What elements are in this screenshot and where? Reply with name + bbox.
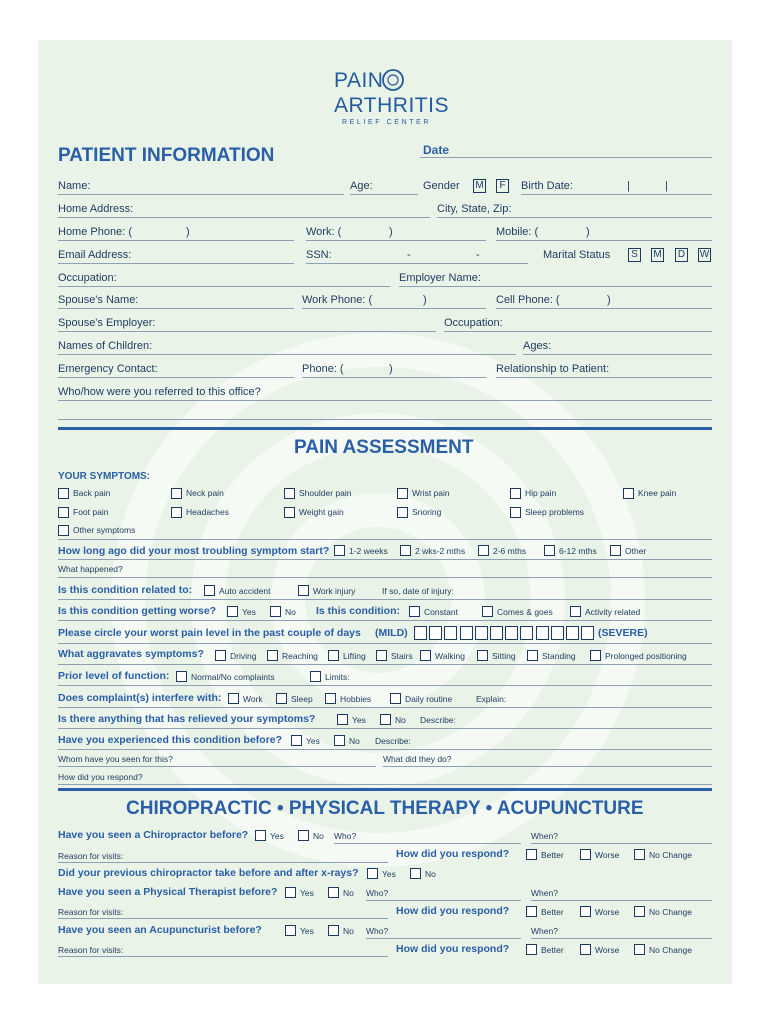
xrays-no-checkbox[interactable]	[410, 868, 421, 879]
gender-m-box[interactable]: M	[473, 179, 486, 193]
date-of-injury-label: If so, date of injury:	[382, 586, 454, 596]
work-phone-label: Work Phone: (	[302, 294, 373, 306]
6-12-mths-checkbox[interactable]	[544, 545, 555, 556]
children-label: Names of Children:	[58, 340, 153, 352]
experienced-no-label: No	[349, 736, 360, 746]
pain-scale-row-line	[58, 643, 712, 644]
pt-no-label: No	[343, 888, 354, 898]
normal-checkbox[interactable]	[176, 671, 187, 682]
acu-yes-checkbox[interactable]	[285, 925, 296, 936]
getting-worse-label: Is this condition getting worse?	[58, 605, 217, 617]
aggravates-label: What aggravates symptoms?	[58, 648, 204, 660]
cell-phone-label: Cell Phone: (	[496, 294, 560, 306]
marital-m-box[interactable]: M	[651, 248, 664, 262]
comes-goes-checkbox[interactable]	[482, 606, 493, 617]
whom-seen-field[interactable]	[58, 766, 376, 767]
acu-when-field[interactable]	[531, 938, 712, 939]
chiro-no-label: No	[313, 831, 324, 841]
acu-who-label: Who?	[366, 926, 389, 936]
pt-no-change-label: No Change	[649, 907, 693, 917]
pt-worse-label: Worse	[595, 907, 620, 917]
pain-level-box[interactable]	[505, 626, 518, 640]
other-duration-label: Other	[625, 546, 647, 556]
date-label: Date	[423, 143, 450, 157]
interfere-sleep-checkbox[interactable]	[276, 693, 287, 704]
2wks-2mths-label: 2 wks-2 mths	[415, 546, 466, 556]
wrist-pain-label: Wrist pain	[412, 488, 450, 498]
normal-label: Normal/No complaints	[191, 672, 275, 682]
how-respond-label: How did you respond?	[58, 772, 143, 782]
hip-pain-label: Hip pain	[525, 488, 557, 498]
headaches-checkbox[interactable]	[171, 507, 182, 518]
shoulder-pain-checkbox[interactable]	[284, 488, 295, 499]
lifting-checkbox[interactable]	[328, 650, 339, 661]
knee-pain-checkbox[interactable]	[623, 488, 634, 499]
ages-label: Ages:	[523, 340, 552, 352]
relieved-yes-checkbox[interactable]	[337, 714, 348, 725]
what-did-field[interactable]	[383, 766, 712, 767]
pain-level-box[interactable]	[551, 626, 564, 640]
age-field[interactable]	[350, 194, 418, 195]
lifting-label: Lifting	[343, 651, 366, 661]
name-label: Name:	[58, 180, 91, 192]
2wks-2mths-checkbox[interactable]	[400, 545, 411, 556]
city-state-zip-label: City, State, Zip:	[437, 203, 512, 215]
how-long-field[interactable]	[58, 559, 712, 560]
pain-level-box[interactable]	[536, 626, 549, 640]
aggravates-row-line	[58, 664, 712, 665]
xrays-yes-label: Yes	[382, 869, 396, 879]
interfere-sleep-label: Sleep	[291, 694, 313, 704]
back-pain-label: Back pain	[73, 488, 111, 498]
snoring-checkbox[interactable]	[397, 507, 408, 518]
auto-accident-label: Auto accident	[219, 586, 271, 596]
other-symptoms-field[interactable]	[58, 539, 712, 540]
walking-checkbox[interactable]	[420, 650, 431, 661]
stairs-checkbox[interactable]	[376, 650, 387, 661]
chiro-no-change-checkbox[interactable]	[634, 849, 645, 860]
seen-chiro-label: Have you seen a Chiropractor before?	[58, 829, 249, 841]
work-phone-paren: )	[423, 294, 427, 306]
occupation-label: Occupation:	[58, 272, 117, 284]
mobile-label: Mobile: (	[496, 226, 539, 238]
spouse-employer-field[interactable]	[58, 331, 436, 332]
chiro-no-checkbox[interactable]	[298, 830, 309, 841]
acu-better-checkbox[interactable]	[526, 944, 537, 955]
what-happened-field[interactable]	[58, 577, 712, 578]
pain-level-box[interactable]	[460, 626, 473, 640]
related-to-field[interactable]	[58, 599, 712, 600]
back-pain-checkbox[interactable]	[58, 488, 69, 499]
worse-no-label: No	[285, 607, 296, 617]
pt-when-label: When?	[531, 888, 558, 898]
pain-assessment-heading: PAIN ASSESSMENT	[294, 437, 474, 458]
acu-reason-field[interactable]	[58, 956, 388, 957]
spouse-occupation-label: Occupation:	[444, 317, 503, 329]
experienced-describe-label: Describe:	[375, 736, 411, 746]
experienced-yes-label: Yes	[306, 736, 320, 746]
employer-name-field[interactable]	[399, 286, 712, 287]
relationship-label: Relationship to Patient:	[496, 363, 610, 375]
pt-who-label: Who?	[366, 888, 389, 898]
relieved-no-label: No	[395, 715, 406, 725]
birth-date-separator-1: |	[627, 180, 630, 192]
work-injury-label: Work injury	[313, 586, 356, 596]
work-phone-field[interactable]	[302, 308, 486, 309]
pt-better-checkbox[interactable]	[526, 906, 537, 917]
chiro-better-label: Better	[541, 850, 564, 860]
foot-pain-label: Foot pain	[73, 507, 109, 517]
relieved-yes-label: Yes	[352, 715, 366, 725]
chiro-respond-label: How did you respond?	[396, 848, 510, 860]
acu-no-change-label: No Change	[649, 945, 693, 955]
work-field[interactable]	[306, 240, 486, 241]
pt-worse-checkbox[interactable]	[580, 906, 591, 917]
home-phone-field[interactable]	[58, 240, 294, 241]
how-respond-field[interactable]	[58, 784, 712, 785]
experienced-yes-checkbox[interactable]	[291, 735, 302, 746]
watermark-swirl-icon	[98, 320, 658, 880]
work-label: Work: (	[306, 226, 342, 238]
relieved-no-checkbox[interactable]	[380, 714, 391, 725]
related-to-label: Is this condition related to:	[58, 584, 193, 596]
chiro-worse-checkbox[interactable]	[580, 849, 591, 860]
birth-date-label: Birth Date:	[521, 180, 573, 192]
pain-level-box[interactable]	[490, 626, 503, 640]
sitting-label: Sitting	[492, 651, 516, 661]
acu-yes-label: Yes	[300, 926, 314, 936]
acu-who-field[interactable]	[366, 938, 521, 939]
sitting-checkbox[interactable]	[477, 650, 488, 661]
relieved-label: Is there anything that has relieved your symptoms?	[58, 713, 316, 725]
comes-goes-label: Comes & goes	[497, 607, 553, 617]
auto-accident-checkbox[interactable]	[204, 585, 215, 596]
phone-field[interactable]	[302, 377, 486, 378]
birth-date-separator-2: |	[665, 180, 668, 192]
referred-field[interactable]	[58, 400, 712, 401]
cell-phone-field[interactable]	[496, 308, 712, 309]
reaching-checkbox[interactable]	[267, 650, 278, 661]
prior-level-label: Prior level of function:	[58, 670, 170, 682]
constant-checkbox[interactable]	[409, 606, 420, 617]
pt-reason-label: Reason for visits:	[58, 907, 124, 917]
pt-respond-label: How did you respond?	[396, 905, 510, 917]
walking-label: Walking	[435, 651, 465, 661]
your-symptoms-label: YOUR SYMPTOMS:	[58, 471, 151, 482]
what-did-label: What did they do?	[383, 754, 452, 764]
work-injury-checkbox[interactable]	[298, 585, 309, 596]
sleep-problems-checkbox[interactable]	[510, 507, 521, 518]
gender-label: Gender	[423, 180, 460, 192]
worse-yes-checkbox[interactable]	[227, 606, 238, 617]
home-address-field[interactable]	[58, 217, 430, 218]
date-field[interactable]	[420, 157, 712, 158]
acu-worse-checkbox[interactable]	[580, 944, 591, 955]
ssn-field[interactable]	[306, 263, 528, 264]
logo-text-pain: PAIN	[334, 69, 384, 92]
experienced-label: Have you experienced this condition before?	[58, 734, 283, 746]
pt-reason-field[interactable]	[58, 918, 388, 919]
city-state-zip-field[interactable]	[437, 217, 712, 218]
shoulder-pain-label: Shoulder pain	[299, 488, 352, 498]
pt-yes-checkbox[interactable]	[285, 887, 296, 898]
gender-f-box[interactable]: F	[496, 179, 509, 193]
pain-level-box[interactable]	[429, 626, 442, 640]
daily-routine-label: Daily routine	[405, 694, 453, 704]
chiro-worse-label: Worse	[595, 850, 620, 860]
chiro-when-field[interactable]	[531, 843, 712, 844]
standing-label: Standing	[542, 651, 576, 661]
referred-field-line-2[interactable]	[58, 419, 712, 420]
emergency-contact-label: Emergency Contact:	[58, 363, 158, 375]
chiro-better-checkbox[interactable]	[526, 849, 537, 860]
circle-pain-label: Please circle your worst pain level in the past couple of days	[58, 627, 361, 639]
marital-status-label: Marital Status	[543, 249, 611, 261]
foot-pain-checkbox[interactable]	[58, 507, 69, 518]
logo-text-arthritis: ARTHRITIS	[334, 94, 449, 117]
pain-level-box[interactable]	[414, 626, 427, 640]
relationship-field[interactable]	[496, 377, 712, 378]
ssn-label: SSN:	[306, 249, 332, 261]
spouse-occupation-field[interactable]	[444, 331, 712, 332]
weight-gain-label: Weight gain	[299, 507, 344, 517]
pain-level-box[interactable]	[581, 626, 594, 640]
interfere-hobbies-checkbox[interactable]	[325, 693, 336, 704]
xrays-no-label: No	[425, 869, 436, 879]
pain-level-box[interactable]	[566, 626, 579, 640]
spouse-name-field[interactable]	[58, 308, 294, 309]
seen-pt-label: Have you seen a Physical Therapist before?	[58, 886, 278, 898]
acu-no-change-checkbox[interactable]	[634, 944, 645, 955]
other-symptoms-checkbox[interactable]	[58, 525, 69, 536]
stairs-label: Stairs	[391, 651, 413, 661]
spouse-name-label: Spouse's Name:	[58, 294, 139, 306]
relieved-describe-label: Describe:	[420, 715, 456, 725]
chiro-when-label: When?	[531, 831, 558, 841]
other-duration-checkbox[interactable]	[610, 545, 621, 556]
explain-field[interactable]	[58, 707, 712, 708]
driving-label: Driving	[230, 651, 257, 661]
interfere-work-label: Work	[243, 694, 263, 704]
pt-no-checkbox[interactable]	[328, 887, 339, 898]
home-address-label: Home Address:	[58, 203, 134, 215]
activity-related-checkbox[interactable]	[570, 606, 581, 617]
2-6-mths-label: 2-6 mths	[493, 546, 527, 556]
marital-s-box[interactable]: S	[628, 248, 641, 262]
interfere-hobbies-label: Hobbies	[340, 694, 372, 704]
pt-better-label: Better	[541, 907, 564, 917]
children-field[interactable]	[58, 354, 516, 355]
1-2-weeks-label: 1-2 weeks	[349, 546, 388, 556]
limits-label: Limits:	[325, 672, 350, 682]
acu-no-label: No	[343, 926, 354, 936]
acu-when-label: When?	[531, 926, 558, 936]
patient-information-heading: PATIENT INFORMATION	[58, 145, 275, 166]
age-label: Age:	[350, 180, 373, 192]
sleep-problems-label: Sleep problems	[525, 507, 585, 517]
xrays-yes-checkbox[interactable]	[367, 868, 378, 879]
section-divider-2	[58, 788, 712, 791]
severe-label: (SEVERE)	[598, 627, 648, 639]
pain-level-box[interactable]	[444, 626, 457, 640]
pain-level-box[interactable]	[475, 626, 488, 640]
activity-related-label: Activity related	[585, 607, 641, 617]
referred-label: Who/how were you referred to this office?	[58, 386, 261, 398]
pain-level-box[interactable]	[520, 626, 533, 640]
worse-yes-label: Yes	[242, 607, 256, 617]
acu-respond-label: How did you respond?	[396, 943, 510, 955]
ages-field[interactable]	[523, 354, 712, 355]
pt-who-field[interactable]	[366, 900, 521, 901]
neck-pain-label: Neck pain	[186, 488, 224, 498]
chiro-yes-label: Yes	[270, 831, 284, 841]
neck-pain-checkbox[interactable]	[171, 488, 182, 499]
relieved-describe-field[interactable]	[58, 728, 712, 729]
wrist-pain-checkbox[interactable]	[397, 488, 408, 499]
daily-routine-checkbox[interactable]	[390, 693, 401, 704]
acu-worse-label: Worse	[595, 945, 620, 955]
whom-seen-label: Whom have you seen for this?	[58, 754, 173, 764]
ssn-dash-2: -	[476, 249, 480, 261]
chiro-reason-field[interactable]	[58, 862, 388, 863]
mobile-paren: )	[586, 226, 590, 238]
weight-gain-checkbox[interactable]	[284, 507, 295, 518]
pt-when-field[interactable]	[531, 900, 712, 901]
phone-paren: )	[389, 363, 393, 375]
constant-label: Constant	[424, 607, 459, 617]
pt-no-change-checkbox[interactable]	[634, 906, 645, 917]
limits-checkbox[interactable]	[310, 671, 321, 682]
seen-acu-label: Have you seen an Acupuncturist before?	[58, 924, 262, 936]
emergency-contact-field[interactable]	[58, 377, 294, 378]
name-field[interactable]	[58, 194, 344, 195]
2-6-mths-checkbox[interactable]	[478, 545, 489, 556]
logo-text-relief-center: RELIEF CENTER	[342, 119, 432, 126]
other-symptoms-label: Other symptoms	[73, 525, 136, 535]
headaches-label: Headaches	[186, 507, 230, 517]
section-divider-1	[58, 427, 712, 430]
explain-label: Explain:	[476, 694, 507, 704]
standing-checkbox[interactable]	[527, 650, 538, 661]
mobile-field[interactable]	[496, 240, 712, 241]
worse-row-line	[58, 620, 712, 621]
email-label: Email Address:	[58, 249, 132, 261]
chiro-reason-label: Reason for visits:	[58, 851, 124, 861]
acu-better-label: Better	[541, 945, 564, 955]
employer-name-label: Employer Name:	[399, 272, 481, 284]
email-field[interactable]	[58, 263, 294, 264]
1-2-weeks-checkbox[interactable]	[334, 545, 345, 556]
snoring-label: Snoring	[412, 507, 442, 517]
chiro-who-field[interactable]	[334, 843, 521, 844]
marital-d-box[interactable]: D	[675, 248, 688, 262]
home-phone-label: Home Phone: (	[58, 226, 132, 238]
worse-no-checkbox[interactable]	[270, 606, 281, 617]
driving-checkbox[interactable]	[215, 650, 226, 661]
acu-reason-label: Reason for visits:	[58, 945, 124, 955]
cell-phone-paren: )	[607, 294, 611, 306]
mild-label: (MILD)	[375, 627, 408, 639]
reaching-label: Reaching	[282, 651, 318, 661]
interfere-work-checkbox[interactable]	[228, 693, 239, 704]
is-condition-label: Is this condition:	[316, 605, 400, 617]
knee-pain-label: Knee pain	[638, 488, 677, 498]
interfere-label: Does complaint(s) interfere with:	[58, 692, 222, 704]
occupation-field[interactable]	[58, 286, 390, 287]
chiro-yes-checkbox[interactable]	[255, 830, 266, 841]
chiro-heading: CHIROPRACTIC • PHYSICAL THERAPY • ACUPUNCTURE	[126, 798, 644, 819]
what-happened-label: What happened?	[58, 564, 123, 574]
6-12-mths-label: 6-12 mths	[559, 546, 597, 556]
work-paren: )	[389, 226, 393, 238]
hip-pain-checkbox[interactable]	[510, 488, 521, 499]
experienced-describe-field[interactable]	[58, 749, 712, 750]
limits-field[interactable]	[58, 685, 712, 686]
marital-w-box[interactable]: W	[699, 249, 710, 260]
ssn-dash-1: -	[407, 249, 411, 261]
xrays-label: Did your previous chiropractor take before and after x-rays?	[58, 867, 359, 879]
how-long-label: How long ago did your most troubling symptom start?	[58, 545, 330, 557]
spouse-employer-label: Spouse's Employer:	[58, 317, 156, 329]
experienced-no-checkbox[interactable]	[334, 735, 345, 746]
pt-yes-label: Yes	[300, 888, 314, 898]
birth-date-field[interactable]	[521, 194, 712, 195]
chiro-no-change-label: No Change	[649, 850, 693, 860]
chiro-who-label: Who?	[334, 831, 357, 841]
home-phone-paren: )	[186, 226, 190, 238]
phone-label: Phone: (	[302, 363, 344, 375]
logo-swirl-icon	[381, 68, 405, 92]
prolonged-positioning-label: Prolonged positioning	[605, 651, 687, 661]
prolonged-positioning-checkbox[interactable]	[590, 650, 601, 661]
acu-no-checkbox[interactable]	[328, 925, 339, 936]
